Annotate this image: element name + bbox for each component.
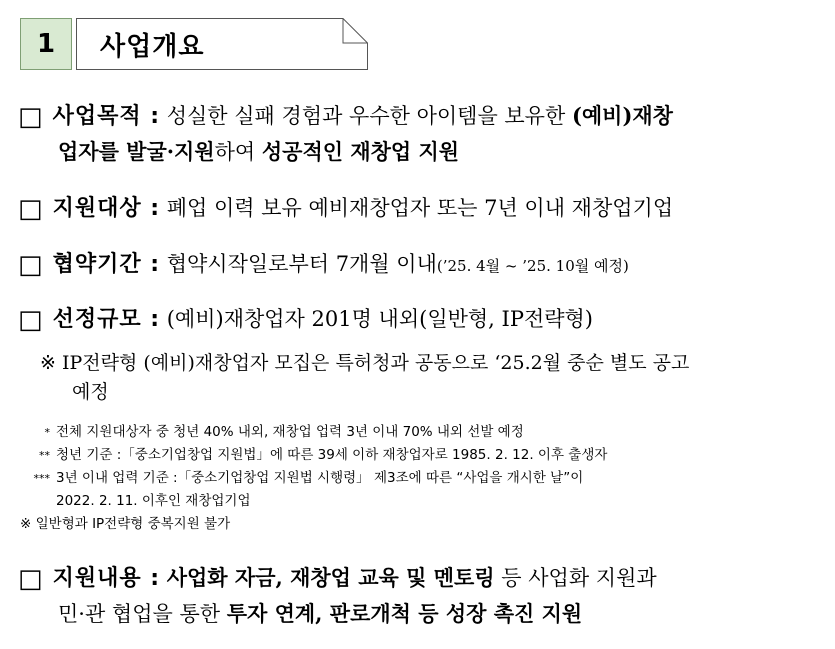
support-bold-2: 투자 연계, 판로개척 등 성장 촉진 지원 xyxy=(226,601,583,626)
footnote-mark: * xyxy=(44,426,50,439)
footnote-2 xyxy=(20,443,607,463)
purpose-bold-2: 업자를 발굴·지원 xyxy=(58,139,215,164)
ip-note xyxy=(40,348,689,375)
purpose-row-cont xyxy=(58,136,459,168)
footnote-text: 3년 이내 업력 기준 :「중소기업창업 지원법 시행령」 제3조에 따른 “사업을 개시한 날”이 xyxy=(56,470,584,486)
target-row xyxy=(18,192,673,225)
support-row xyxy=(18,562,657,595)
footnote-text: 전체 지원대상자 중 청년 40% 내외, 재창업 업력 3년 이내 70% 내외 선발 예정 xyxy=(56,424,524,440)
section-title: 사업개요 xyxy=(100,32,205,62)
overlap-note-text: 일반형과 IP전략형 중복지원 불가 xyxy=(35,516,231,532)
scale-row xyxy=(18,303,593,336)
period-text: 협약시작일로부터 7개월 이내 xyxy=(166,252,437,276)
purpose-text: 성실한 실패 경험과 우수한 아이템을 보유한 xyxy=(166,104,566,128)
ip-note-cont: 예정 xyxy=(72,381,109,403)
checkbox-icon: □ xyxy=(18,305,43,335)
support-text: 등 사업화 지원과 xyxy=(501,566,657,590)
purpose-row xyxy=(18,100,673,133)
purpose-label: 사업목적 : xyxy=(52,104,161,129)
checkbox-icon: □ xyxy=(18,194,43,224)
period-label: 협약기간 : xyxy=(52,252,161,277)
support-label: 지원내용 : xyxy=(52,566,161,591)
purpose-bold-3: 성공적인 재창업 지원 xyxy=(261,139,460,164)
target-text: 폐업 이력 보유 예비재창업자 또는 7년 이내 재창업기업 xyxy=(166,196,674,220)
section-number: 1 xyxy=(20,18,72,70)
footnote-3 xyxy=(20,466,583,486)
footnote-mark: *** xyxy=(33,472,50,485)
checkbox-icon: □ xyxy=(18,102,43,132)
ip-note-text: IP전략형 (예비)재창업자 모집은 특허청과 공동으로 ‘25.2월 중순 별도 공고 xyxy=(61,352,690,374)
section-header xyxy=(20,18,350,70)
footnote-3-cont: 2022. 2. 11. 이후인 재창업기업 xyxy=(56,493,251,509)
scale-text: (예비)재창업자 201명 내외(일반형, IP전략형) xyxy=(166,307,594,331)
support-row-cont xyxy=(58,598,582,630)
period-row xyxy=(18,248,629,282)
purpose-bold: (예비)재창 xyxy=(571,103,673,128)
overlap-note xyxy=(20,512,230,532)
checkbox-icon: □ xyxy=(18,250,43,280)
target-label: 지원대상 : xyxy=(52,196,161,221)
purpose-text-2: 하여 xyxy=(214,140,256,164)
period-dates: (’25. 4월 ~ ’25. 10월 예정) xyxy=(436,257,629,275)
footnote-text: 청년 기준 :「중소기업창업 지원법」에 따른 39세 이하 재창업자로 1985. 2. 12. 이후 출생자 xyxy=(56,447,608,463)
support-text-2: 민·관 협업을 통한 xyxy=(58,602,221,626)
reference-mark-icon: ※ xyxy=(40,352,56,374)
footnote-mark: ** xyxy=(39,449,50,462)
support-bold: 사업화 자금, 재창업 교육 및 멘토링 xyxy=(166,565,495,590)
footnote-1 xyxy=(20,420,524,440)
reference-mark-icon: ※ xyxy=(20,516,32,532)
scale-label: 선정규모 : xyxy=(52,307,161,332)
checkbox-icon: □ xyxy=(18,564,43,594)
